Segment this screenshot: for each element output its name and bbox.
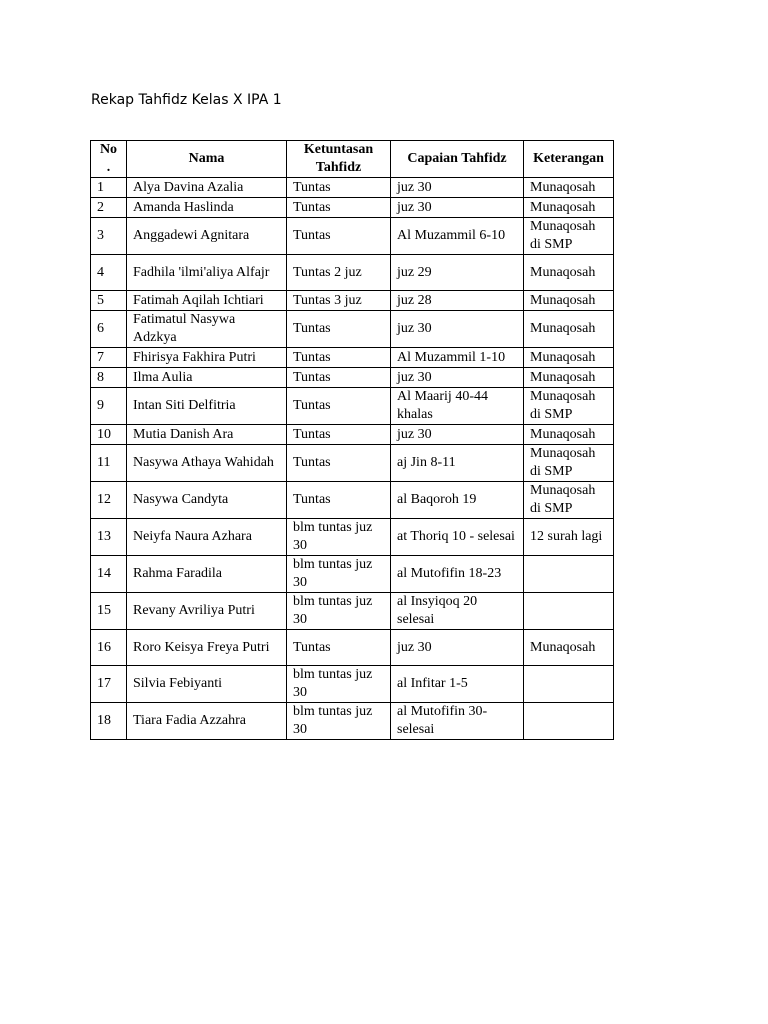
table-row [91, 666, 614, 703]
cell-keterangan [524, 703, 614, 740]
cell-ketuntasan: Tuntas [287, 445, 391, 482]
cell-ketuntasan: blm tuntas juz 30 [287, 556, 391, 593]
table-row [91, 519, 614, 556]
cell-no: 4 [91, 255, 127, 291]
table-body [91, 178, 614, 740]
cell-capaian: at Thoriq 10 - selesai [391, 519, 524, 556]
cell-nama: Amanda Haslinda [127, 198, 287, 218]
cell-ketuntasan: blm tuntas juz 30 [287, 666, 391, 703]
cell-ketuntasan: Tuntas [287, 198, 391, 218]
table-row [91, 593, 614, 630]
cell-no: 8 [91, 368, 127, 388]
cell-ketuntasan: blm tuntas juz 30 [287, 593, 391, 630]
cell-capaian: juz 30 [391, 368, 524, 388]
cell-keterangan: Munaqosah [524, 425, 614, 445]
cell-keterangan: Munaqosah [524, 198, 614, 218]
cell-no: 13 [91, 519, 127, 556]
cell-nama: Silvia Febiyanti [127, 666, 287, 703]
table-row [91, 311, 614, 348]
cell-no: 3 [91, 218, 127, 255]
cell-nama: Fadhila 'ilmi'aliya Alfajr [127, 255, 287, 291]
table-row [91, 218, 614, 255]
cell-nama: Rahma Faradila [127, 556, 287, 593]
cell-keterangan [524, 556, 614, 593]
cell-nama: Alya Davina Azalia [127, 178, 287, 198]
cell-nama: Ilma Aulia [127, 368, 287, 388]
cell-no: 11 [91, 445, 127, 482]
cell-ketuntasan: Tuntas [287, 388, 391, 425]
table-row [91, 556, 614, 593]
cell-nama: Tiara Fadia Azzahra [127, 703, 287, 740]
cell-keterangan: Munaqosah [524, 291, 614, 311]
cell-capaian: al Baqoroh 19 [391, 482, 524, 519]
cell-no: 1 [91, 178, 127, 198]
cell-nama: Anggadewi Agnitara [127, 218, 287, 255]
cell-capaian: juz 30 [391, 630, 524, 666]
cell-no: 16 [91, 630, 127, 666]
document-title: Rekap Tahfidz Kelas X IPA 1 [91, 92, 282, 108]
cell-capaian: juz 30 [391, 178, 524, 198]
cell-keterangan [524, 666, 614, 703]
cell-no: 17 [91, 666, 127, 703]
cell-keterangan: Munaqosah di SMP [524, 218, 614, 255]
cell-keterangan: Munaqosah di SMP [524, 482, 614, 519]
cell-keterangan: Munaqosah di SMP [524, 388, 614, 425]
cell-capaian: al Insyiqoq 20 selesai [391, 593, 524, 630]
cell-nama: Fatimatul Nasywa Adzkya [127, 311, 287, 348]
cell-capaian: juz 29 [391, 255, 524, 291]
cell-capaian: juz 30 [391, 425, 524, 445]
header-nama: Nama [127, 141, 287, 178]
cell-nama: Fhirisya Fakhira Putri [127, 348, 287, 368]
cell-capaian: aj Jin 8-11 [391, 445, 524, 482]
cell-capaian: juz 28 [391, 291, 524, 311]
cell-ketuntasan: Tuntas 2 juz [287, 255, 391, 291]
cell-keterangan [524, 593, 614, 630]
cell-nama: Mutia Danish Ara [127, 425, 287, 445]
cell-keterangan: Munaqosah di SMP [524, 445, 614, 482]
cell-ketuntasan: Tuntas [287, 218, 391, 255]
cell-no: 7 [91, 348, 127, 368]
table-row [91, 291, 614, 311]
cell-no: 5 [91, 291, 127, 311]
cell-ketuntasan: blm tuntas juz 30 [287, 519, 391, 556]
table-row [91, 425, 614, 445]
header-no: No . [91, 141, 127, 178]
cell-no: 10 [91, 425, 127, 445]
cell-ketuntasan: Tuntas [287, 368, 391, 388]
table-row [91, 703, 614, 740]
cell-nama: Fatimah Aqilah Ichtiari [127, 291, 287, 311]
cell-keterangan: Munaqosah [524, 311, 614, 348]
cell-keterangan: Munaqosah [524, 368, 614, 388]
header-ketuntasan: Ketuntasan Tahfidz [287, 141, 391, 178]
header-capaian: Capaian Tahfidz [391, 141, 524, 178]
table-header-row [91, 141, 614, 178]
cell-nama: Revany Avriliya Putri [127, 593, 287, 630]
cell-ketuntasan: blm tuntas juz 30 [287, 703, 391, 740]
table-row [91, 482, 614, 519]
cell-ketuntasan: Tuntas [287, 348, 391, 368]
cell-no: 6 [91, 311, 127, 348]
cell-nama: Nasywa Candyta [127, 482, 287, 519]
cell-capaian: Al Maarij 40-44 khalas [391, 388, 524, 425]
cell-capaian: al Mutofifin 30-selesai [391, 703, 524, 740]
table-row [91, 445, 614, 482]
table-row [91, 630, 614, 666]
cell-no: 18 [91, 703, 127, 740]
table-row [91, 178, 614, 198]
cell-ketuntasan: Tuntas [287, 425, 391, 445]
cell-capaian: Al Muzammil 1-10 [391, 348, 524, 368]
cell-nama: Nasywa Athaya Wahidah [127, 445, 287, 482]
header-keterangan: Keterangan [524, 141, 614, 178]
table-row [91, 198, 614, 218]
table-row [91, 348, 614, 368]
cell-capaian: Al Muzammil 6-10 [391, 218, 524, 255]
cell-no: 12 [91, 482, 127, 519]
cell-capaian: al Mutofifin 18-23 [391, 556, 524, 593]
cell-capaian: juz 30 [391, 311, 524, 348]
cell-ketuntasan: Tuntas [287, 178, 391, 198]
cell-capaian: juz 30 [391, 198, 524, 218]
cell-nama: Neiyfa Naura Azhara [127, 519, 287, 556]
cell-nama: Intan Siti Delfitria [127, 388, 287, 425]
cell-no: 2 [91, 198, 127, 218]
cell-ketuntasan: Tuntas [287, 311, 391, 348]
cell-keterangan: 12 surah lagi [524, 519, 614, 556]
cell-keterangan: Munaqosah [524, 178, 614, 198]
cell-no: 15 [91, 593, 127, 630]
cell-ketuntasan: Tuntas [287, 630, 391, 666]
cell-no: 9 [91, 388, 127, 425]
cell-no: 14 [91, 556, 127, 593]
cell-nama: Roro Keisya Freya Putri [127, 630, 287, 666]
table-row [91, 255, 614, 291]
rekap-table [90, 140, 614, 740]
cell-ketuntasan: Tuntas [287, 482, 391, 519]
table-row [91, 388, 614, 425]
cell-keterangan: Munaqosah [524, 630, 614, 666]
cell-keterangan: Munaqosah [524, 255, 614, 291]
cell-ketuntasan: Tuntas 3 juz [287, 291, 391, 311]
table-row [91, 368, 614, 388]
cell-keterangan: Munaqosah [524, 348, 614, 368]
cell-capaian: al Infitar 1-5 [391, 666, 524, 703]
